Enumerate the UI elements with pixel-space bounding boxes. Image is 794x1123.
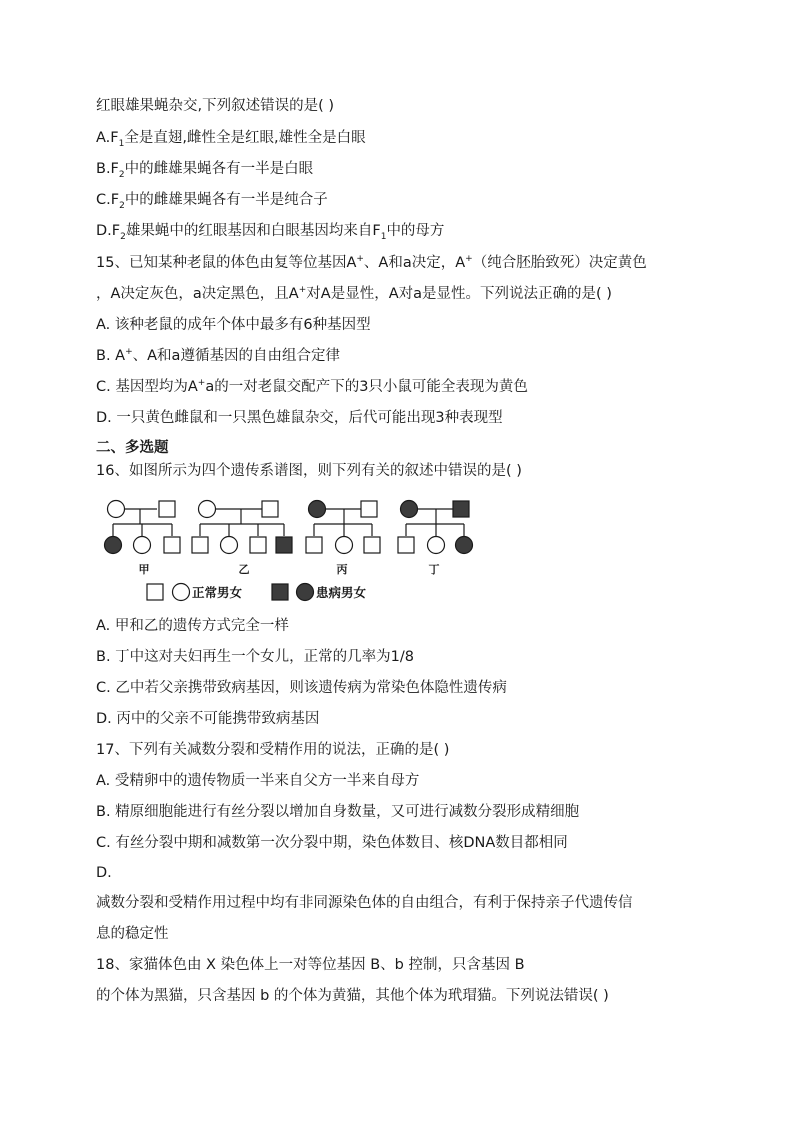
q14-option-c [96, 190, 328, 210]
q15-option-b-sup: + [125, 347, 133, 358]
q15-l2-sup: + [298, 285, 307, 296]
q15-option-a: A. 该种老鼠的成年个体中最多有6种基因型 [96, 317, 371, 333]
pedigree-bing-son2 [364, 537, 380, 553]
q17-option-c: C. 有丝分裂中期和减数第一次分裂中期，染色体数目、核DNA数目都相同 [96, 835, 568, 851]
q15-option-d: D. 一只黄色雌鼠和一只黑色雄鼠杂交，后代可能出现3种表现型 [96, 410, 503, 426]
pedigree-yi-son1 [192, 537, 208, 553]
q15-option-c [96, 377, 528, 397]
q15-l1-c: （纯合胚胎致死）决定黄色 [472, 255, 647, 271]
q15-option-b-rest: 、A和a遵循基因的自由组合定律 [132, 348, 340, 364]
legend-affected-male-icon [272, 584, 288, 600]
q15-stem-line1 [96, 253, 647, 273]
pedigree-yi-daughter [221, 537, 238, 554]
q16-option-d: D. 丙中的父亲不可能携带致病基因 [96, 711, 320, 727]
q15-option-c-sup: + [197, 378, 206, 389]
q15-option-c-text: C. 基因型均为A [96, 379, 198, 395]
pedigree-bing-son1 [306, 537, 322, 553]
q15-l2-b: 对A是显性，A对a是显性。下列说法正确的是( ) [306, 286, 612, 302]
pedigree-bing-father [361, 501, 377, 517]
q15-option-c-rest: a的一对老鼠交配产下的3只小鼠可能全表现为黄色 [205, 379, 528, 395]
pedigree-yi-mother [199, 501, 216, 518]
pedigree-ding-son [398, 537, 414, 553]
q14-option-d-text: D.F [96, 223, 121, 239]
legend-affected-female-icon [297, 584, 314, 601]
section-heading: 二、多选题 [96, 440, 169, 456]
pedigree-ding-daughter-affected [456, 537, 473, 554]
pedigree-yi-son2 [250, 537, 266, 553]
q18-stem-line2: 的个体为黑猫，只含基因 b 的个体为黄猫，其他个体为玳瑁猫。下列说法错误( ) [96, 988, 609, 1004]
pedigree-jia-son [164, 537, 180, 553]
pedigree-jia-father [159, 501, 175, 517]
pedigree-yi-father [262, 501, 278, 517]
pedigree-ding-father-affected [453, 501, 469, 517]
legend-normal-label: 正常男女 [192, 585, 243, 600]
legend-normal-female-icon [173, 584, 190, 601]
q14-option-d-sub: 2 [120, 231, 126, 242]
q14-option-a-text: A.F [96, 130, 119, 146]
q16-option-c: C. 乙中若父亲携带致病基因，则该遗传病为常染色体隐性遗传病 [96, 680, 507, 696]
q15-stem-line2 [96, 284, 612, 304]
q14-option-c-rest: 中的雌雄果蝇各有一半是纯合子 [124, 192, 328, 208]
q16-option-b: B. 丁中这对夫妇再生一个女儿，正常的几率为1/8 [96, 649, 414, 665]
q16-option-a: A. 甲和乙的遗传方式完全一样 [96, 618, 289, 634]
q15-l1-sup2: + [465, 254, 473, 265]
q15-option-b-text: B. A [96, 348, 126, 364]
q14-option-a-rest: 全是直翅,雌性全是红眼,雄性全是白眼 [124, 130, 366, 146]
q17-option-d-label: D. [96, 865, 112, 881]
pedigree-figure [96, 492, 496, 610]
q17-option-d-line2: 息的稳定性 [96, 926, 169, 942]
q14-option-b-rest: 中的雌雄果蝇各有一半是白眼 [124, 161, 314, 177]
q14-option-b [96, 159, 313, 179]
pedigree-ding-daughter [428, 537, 445, 554]
pedigree-yi-son-affected [276, 537, 292, 553]
pedigree-ding-mother-affected [401, 501, 418, 518]
pedigree-label-yi: 乙 [238, 563, 250, 576]
q18-stem-line1: 18、家猫体色由 X 染色体上一对等位基因 B、b 控制，只含基因 B [96, 957, 525, 973]
q14-option-a-sub: 1 [118, 138, 125, 149]
q17-stem: 17、下列有关减数分裂和受精作用的说法，正确的是( ) [96, 742, 450, 758]
q14-option-d [96, 221, 444, 241]
q14-option-d-rest: 中的母方 [386, 223, 445, 239]
legend-affected-label: 患病男女 [316, 585, 367, 600]
pedigree-jia-mother [108, 501, 125, 518]
pedigree-label-ding: 丁 [428, 563, 440, 576]
legend-normal-male-icon [147, 584, 163, 600]
q14-option-b-text: B.F [96, 161, 119, 177]
q15-l1-a: 15、已知某种老鼠的体色由复等位基因A [96, 255, 357, 271]
pedigree-jia-daughter [134, 537, 151, 554]
q14-stem: 红眼雄果蝇杂交,下列叙述错误的是( ) [96, 98, 335, 114]
pedigree-label-bing: 丙 [336, 563, 348, 576]
pedigree-bing-daughter [336, 537, 353, 554]
q14-option-d-sub2: 1 [380, 231, 387, 242]
q14-option-b-sub: 2 [118, 169, 125, 180]
q15-l1-sup1: + [356, 254, 364, 265]
pedigree-jia-daughter-affected [105, 537, 122, 554]
q14-option-a [96, 128, 366, 148]
q16-stem: 16、如图所示为四个遗传系谱图，则下列有关的叙述中错误的是( ) [96, 463, 522, 479]
q15-l1-b: 、A和a决定，A [363, 255, 466, 271]
q15-option-b [96, 346, 340, 366]
q15-l2-a: ，A决定灰色，a决定黑色，且A [96, 286, 299, 302]
pedigree-label-jia: 甲 [138, 563, 150, 576]
q17-option-b: B. 精原细胞能进行有丝分裂以增加自身数量，又可进行减数分裂形成精细胞 [96, 804, 580, 820]
q14-option-c-text: C.F [96, 192, 120, 208]
q14-option-c-sub: 2 [119, 200, 125, 211]
q14-option-d-mid: 雄果蝇中的红眼基因和白眼基因均来自F [125, 223, 381, 239]
q17-option-d-line1: 减数分裂和受精作用过程中均有非同源染色体的自由组合，有利于保持亲子代遗传信 [96, 895, 633, 911]
q17-option-a: A. 受精卵中的遗传物质一半来自父方一半来自母方 [96, 773, 420, 789]
pedigree-bing-mother-affected [309, 501, 326, 518]
